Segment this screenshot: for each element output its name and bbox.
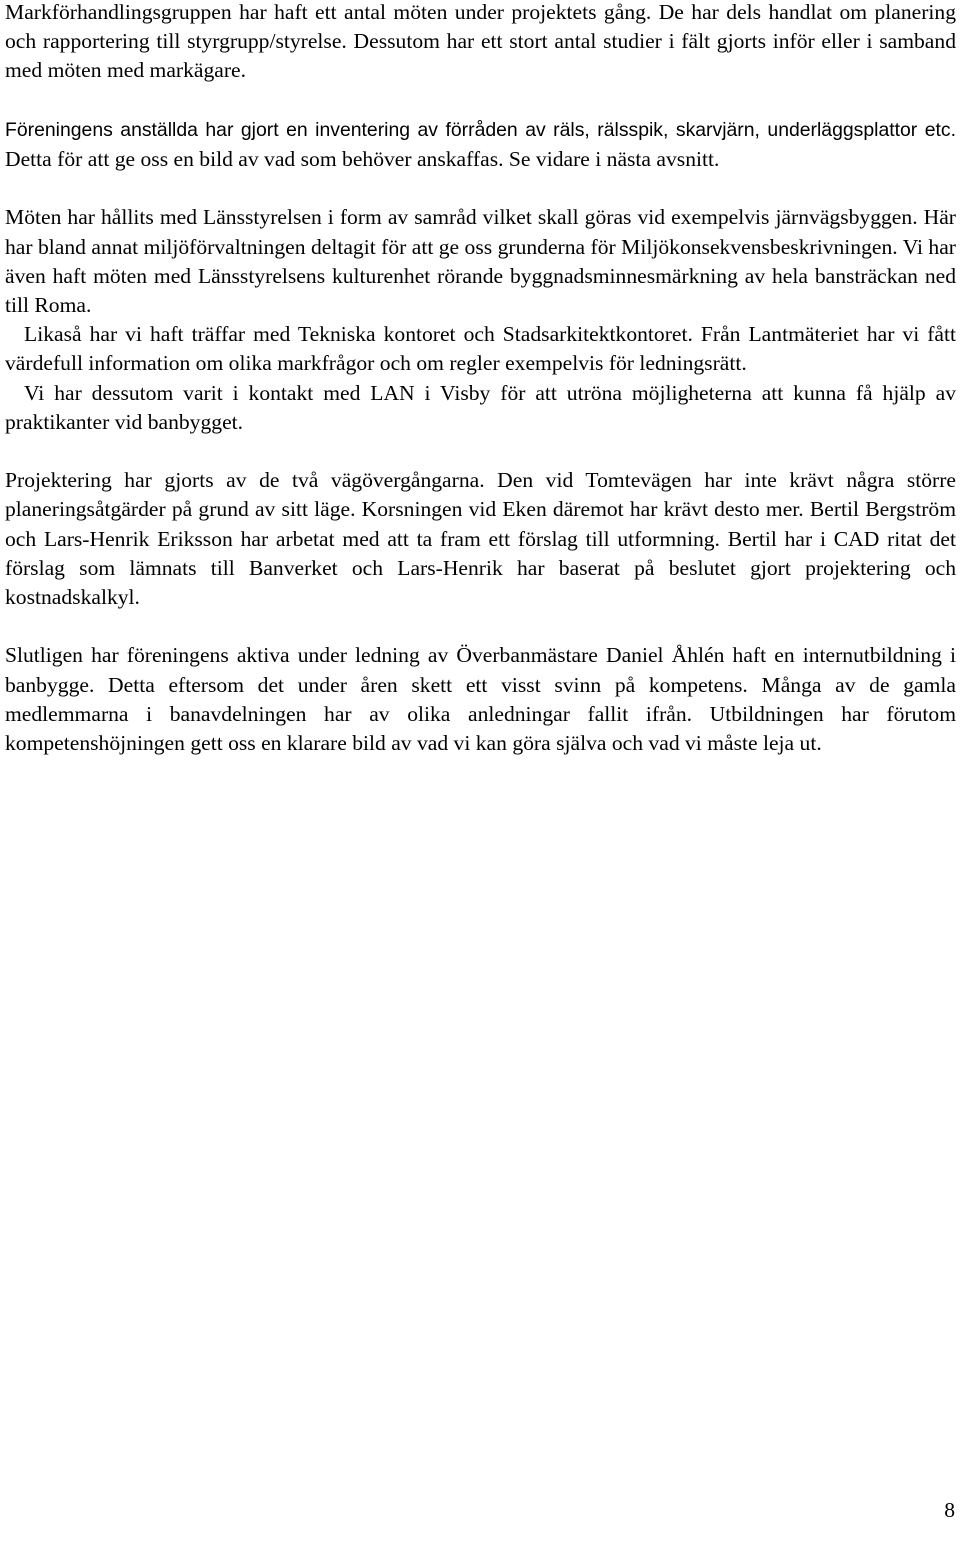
paragraph-projecting: Projektering har gjorts av de två vägövergångarna. Den vid Tomtevägen har inte krävt några större planeringsåtgärder på grund av sitt läge. Korsningen vid Eken däremot har krävt desto mer. Bertil Bergström och Lars-Henrik Eriksson har arbetat med att ta fram ett förslag till utformning. Bertil har i CAD ritat det förslag som lämnats till Banverket och Lars-Henrik har baserat på beslutet gjort projektering och kostnadskalkyl. [5, 468, 956, 610]
paragraph-inventory [5, 115, 956, 174]
paragraph-lan-visby: Vi har dessutom varit i kontakt med LAN i Visby för att utröna möjligheterna att kunna få hjälp av praktikanter vid banbygget. [5, 380, 956, 434]
paragraph-county-meetings: Möten har hållits med Länsstyrelsen i form av samråd vilket skall göras vid exempelvis järnvägsbyggen. Här har bland annat miljöförvaltningen deltagit för att ge oss grunderna för Miljökonsekvensbeskrivningen. Vi har även haft möten med Länsstyrelsens kulturenhet rörande byggnadsminnesmärkning av hela bansträckan ned till Roma. [5, 205, 956, 317]
paragraph-technical-office: Likaså har vi haft träffar med Tekniska kontoret och Stadsarkitektkontoret. Från Lantmäteriet har vi fått värdefull information om olika markfrågor och om regler exempelvis för ledningsrätt. [5, 322, 956, 376]
paragraph-training: Slutligen har föreningens aktiva under ledning av Överbanmästare Daniel Åhlén haft en internutbildning i banbygge. Detta eftersom det under åren skett ett visst svinn på kompetens. Många av de gamla medlemmarna i banavdelningen har av olika anledningar fallit ifrån. Utbildningen har förutom kompetenshöjningen gett oss en klarare bild av vad vi kan göra själva och vad vi måste leja ut. [5, 643, 956, 756]
paragraph-mark-negotiation: Markförhandlingsgruppen har haft ett antal möten under projektets gång. De har dels handlat om planering och rapportering till styrgrupp/styrelse. Dessutom har ett stort antal studier i fält gjorts inför eller i samband med möten med markägare. [5, 0, 956, 83]
document-body [5, 0, 956, 758]
page-number: 8 [944, 1498, 955, 1522]
paragraph-inventory-sans-text: Föreningens anställda har gjort en inventering av förråden av räls, rälsspik, skarvjärn, underläggsplattor etc. [5, 118, 956, 141]
paragraph-inventory-serif-text: Detta för att ge oss en bild av vad som behöver anskaffas. Se vidare i nästa avsnitt. [5, 147, 720, 171]
